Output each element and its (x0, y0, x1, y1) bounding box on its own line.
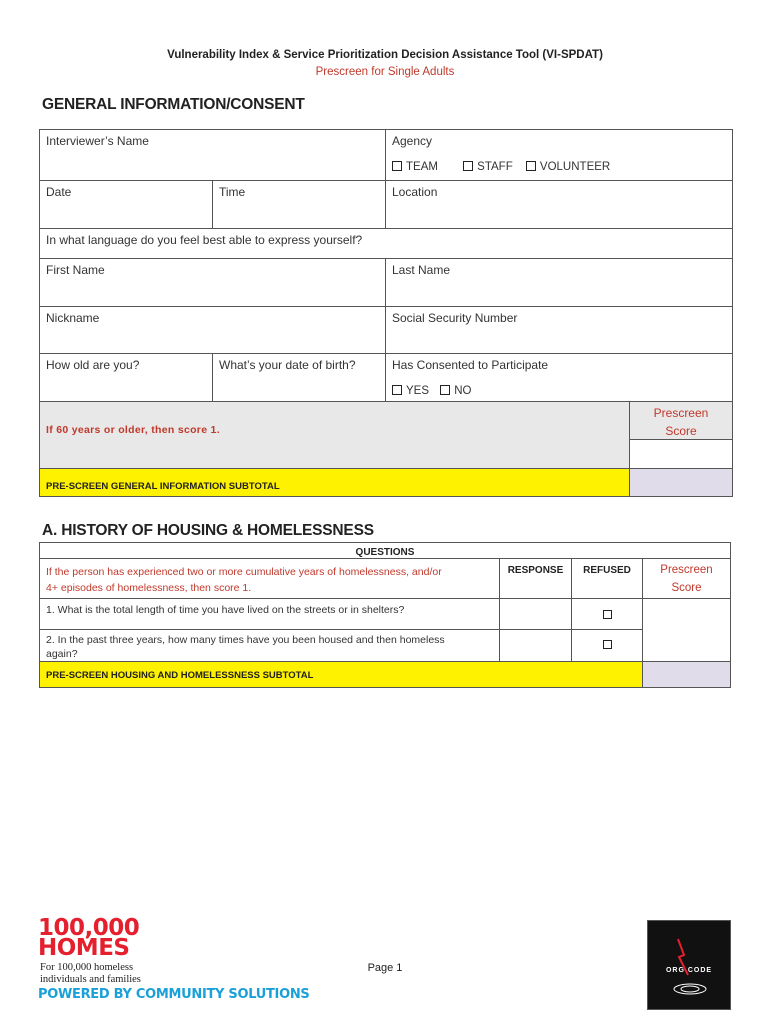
general-score-input[interactable] (629, 439, 733, 469)
ssn-field[interactable] (385, 306, 733, 354)
homes-logo-tagline: For 100,000 homeless individuals and families (40, 962, 141, 985)
language-question: In what language do you feel best able to express yourself? (46, 233, 363, 247)
housing-score-rule: If the person has experienced two or more cumulative years of homelessness, and/or 4+ episodes of homelessness, then score 1. (39, 558, 500, 599)
dob-question: What’s your date of birth? (219, 358, 356, 372)
date-field[interactable] (39, 180, 213, 229)
question-2-response[interactable] (499, 629, 572, 662)
time-field[interactable] (212, 180, 386, 229)
consent-field (385, 353, 733, 402)
general-prescreen-score-header: Prescreen Score (629, 401, 733, 440)
consent-label: Has Consented to Participate (392, 358, 549, 372)
lightning-icon (648, 921, 732, 1011)
response-header: RESPONSE (499, 558, 572, 599)
date-label: Date (46, 185, 72, 199)
orgcode-logo-text: ORG CODE (665, 967, 713, 974)
location-label: Location (392, 185, 438, 199)
agency-team-option[interactable]: TEAM (392, 161, 438, 173)
consent-no-option[interactable]: NO (440, 385, 471, 397)
housing-subtotal-input[interactable] (642, 661, 731, 688)
document-subtitle: Prescreen for Single Adults (315, 66, 455, 78)
refused-header: REFUSED (571, 558, 643, 599)
general-subtotal-label: PRE-SCREEN GENERAL INFORMATION SUBTOTAL (39, 468, 630, 497)
interviewer-name-label: Interviewer’s Name (46, 134, 149, 148)
agency-label: Agency (392, 134, 433, 148)
document-title: Vulnerability Index & Service Prioritization Decision Assistance Tool (VI-SPDAT) (167, 49, 603, 61)
nickname-field[interactable] (39, 306, 386, 354)
powered-by-text: POWERED BY COMMUNITY SOLUTIONS (38, 987, 310, 1002)
checkbox-icon (603, 610, 612, 619)
time-label: Time (219, 185, 246, 199)
interviewer-name-field[interactable] (39, 129, 386, 181)
question-1: 1. What is the total length of time you have lived on the streets or in shelters? (39, 598, 500, 630)
checkbox-icon (440, 385, 450, 395)
question-2: 2. In the past three years, how many times have you been housed and then homeless again? (39, 629, 500, 662)
general-subtotal-input[interactable] (629, 468, 733, 497)
age-field[interactable] (39, 353, 213, 402)
first-name-field[interactable] (39, 258, 386, 307)
age-score-rule: If 60 years or older, then score 1. (39, 401, 630, 469)
page-number: Page 1 (367, 962, 403, 974)
orgcode-logo (647, 920, 731, 1010)
location-field[interactable] (385, 180, 733, 229)
housing-section-heading: A. HISTORY OF HOUSING & HOMELESSNESS (42, 522, 374, 539)
first-name-label: First Name (46, 263, 105, 277)
question-1-refused[interactable] (571, 598, 643, 630)
nickname-label: Nickname (46, 311, 100, 325)
general-section-heading: GENERAL INFORMATION/CONSENT (42, 96, 305, 113)
agency-staff-option[interactable]: STAFF (463, 161, 513, 173)
checkbox-icon (392, 385, 402, 395)
ssn-label: Social Security Number (392, 311, 518, 325)
housing-score-input[interactable] (642, 598, 731, 662)
housing-prescreen-score-header: Prescreen Score (642, 558, 731, 599)
questions-header: QUESTIONS (39, 542, 731, 559)
checkbox-icon (392, 161, 402, 171)
question-1-response[interactable] (499, 598, 572, 630)
checkbox-icon (526, 161, 536, 171)
consent-yes-option[interactable]: YES (392, 385, 429, 397)
dob-field[interactable] (212, 353, 386, 402)
age-question: How old are you? (46, 358, 140, 372)
homes-logo: 100,000 HOMES (38, 915, 140, 961)
last-name-field[interactable] (385, 258, 733, 307)
housing-subtotal-label: PRE-SCREEN HOUSING AND HOMELESSNESS SUBTOTAL (39, 661, 643, 688)
agency-field (385, 129, 733, 181)
agency-volunteer-option[interactable]: VOLUNTEER (526, 161, 610, 173)
language-field[interactable] (39, 228, 733, 259)
checkbox-icon (463, 161, 473, 171)
question-2-refused[interactable] (571, 629, 643, 662)
checkbox-icon (603, 640, 612, 649)
last-name-label: Last Name (392, 263, 451, 277)
